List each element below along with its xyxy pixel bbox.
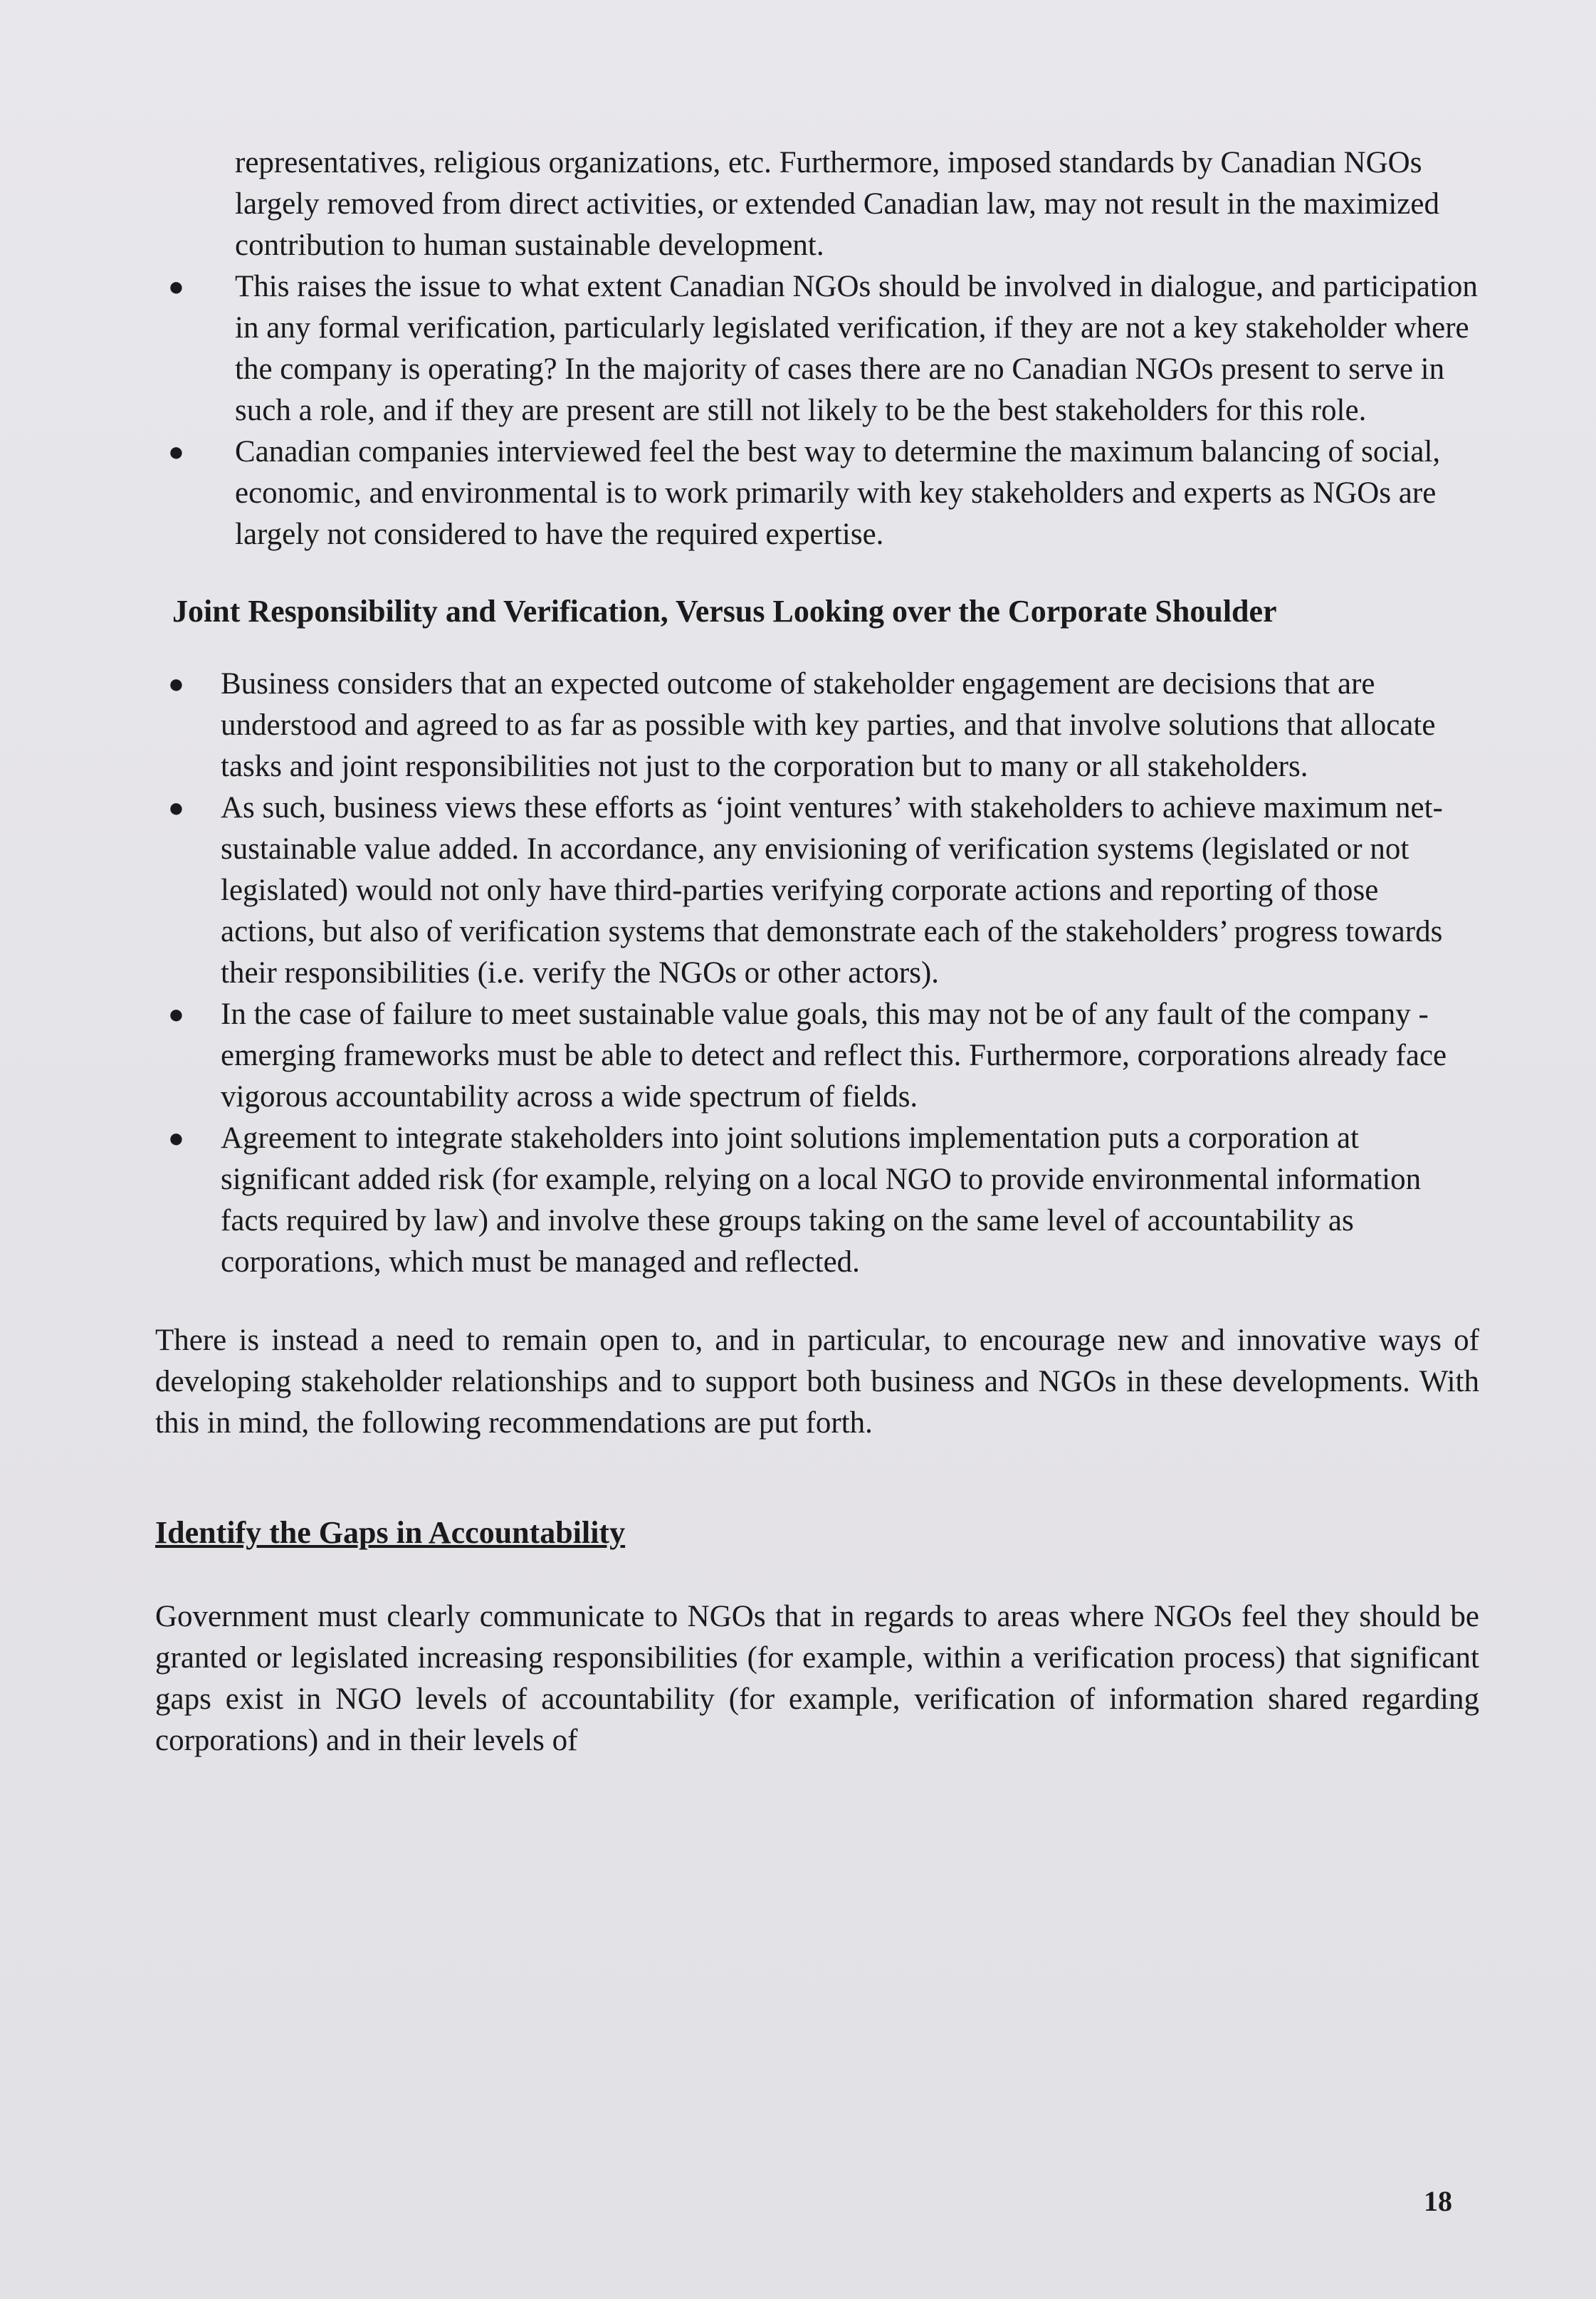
bullet-icon: ●: [168, 793, 184, 823]
bullet-icon: ●: [168, 1000, 184, 1030]
section-heading-gaps: Identify the Gaps in Accountability: [155, 1515, 626, 1550]
bullet-list-joint: [155, 664, 1479, 1283]
list-item: [155, 994, 1479, 1118]
list-item: [155, 266, 1479, 431]
list-item-text: As such, business views these efforts as ‘joint ventures’ with stakeholders to achieve maximum net-sustainable value added. In accordance, any envisioning of verification systems (legislated or not legislated) would not only have third-parties verifying corporate actions and reporting of those actions, but also of verification systems that demonstrate each of the stakeholders’ progress towards their responsibilities (i.e. verify the NGOs or other actors).: [221, 791, 1443, 990]
list-item: [155, 1118, 1479, 1283]
bullet-icon: ●: [168, 669, 184, 699]
page-number: 18: [1424, 2185, 1452, 2217]
section-ngo-involvement: [155, 142, 1479, 555]
list-item: [155, 664, 1479, 787]
list-item-text: This raises the issue to what extent Canadian NGOs should be involved in dialogue, and participation in any formal verification, particularly legislated verification, if they are not a key stakeholder where the company is operating? In the majority of cases there are no Canadian NGOs present to serve in such a role, and if they are present are still not likely to be the best stakeholders for this role.: [235, 270, 1478, 427]
list-item: [155, 787, 1479, 994]
bullet-icon: ●: [168, 272, 184, 302]
paragraph-government: Government must clearly communicate to NGOs that in regards to areas where NGOs feel they should be granted or legislated increasing responsibilities (for example, within a verification process) that significant gaps exist in NGO levels of accountability (for example, verification of information shared regarding corporations) and in their levels of: [155, 1600, 1479, 1757]
bullet-icon: ●: [168, 437, 184, 467]
section-heading-joint-responsibility: Joint Responsibility and Verification, Versus Looking over the Corporate Shoulder: [172, 594, 1277, 629]
list-item-text: Business considers that an expected outcome of stakeholder engagement are decisions that are understood and agreed to as far as possible with key parties, and that involve solutions that allocate tasks and joint responsibilities not just to the corporation but to many or all stakeholders.: [221, 667, 1436, 783]
section-joint-responsibility: [155, 664, 1479, 1283]
continuation-paragraph: representatives, religious organizations, etc. Furthermore, imposed standards by Canadian NGOs largely removed from direct activities, or extended Canadian law, may not result in the maximized contribution to human sustainable development.: [235, 146, 1439, 262]
paragraph-recommendations-intro: There is instead a need to remain open to, and in particular, to encourage new and innovative ways of developing stakeholder relationships and to support both business and NGOs in these developments. With this in mind, the following recommendations are put forth.: [155, 1324, 1479, 1440]
page-body: [155, 142, 1479, 1761]
list-item-text: Agreement to integrate stakeholders into joint solutions implementation puts a corporation at significant added risk (for example, relying on a local NGO to provide environmental information facts required by law) and involve these groups taking on the same level of accountability as corporations, which must be managed and reflected.: [221, 1121, 1422, 1279]
bullet-list-ngo: [155, 266, 1479, 555]
list-item: [155, 431, 1479, 555]
list-item-text: In the case of failure to meet sustainable value goals, this may not be of any fault of the company - emerging frameworks must be able to detect and reflect this. Furthermore, corporations already face vigorous accountability across a wide spectrum of fields.: [221, 997, 1447, 1114]
bullet-icon: ●: [168, 1124, 184, 1153]
list-item-text: Canadian companies interviewed feel the best way to determine the maximum balancing of social, economic, and environmental is to work primarily with key stakeholders and experts as NGOs are largely not considered to have the required expertise.: [235, 435, 1441, 551]
